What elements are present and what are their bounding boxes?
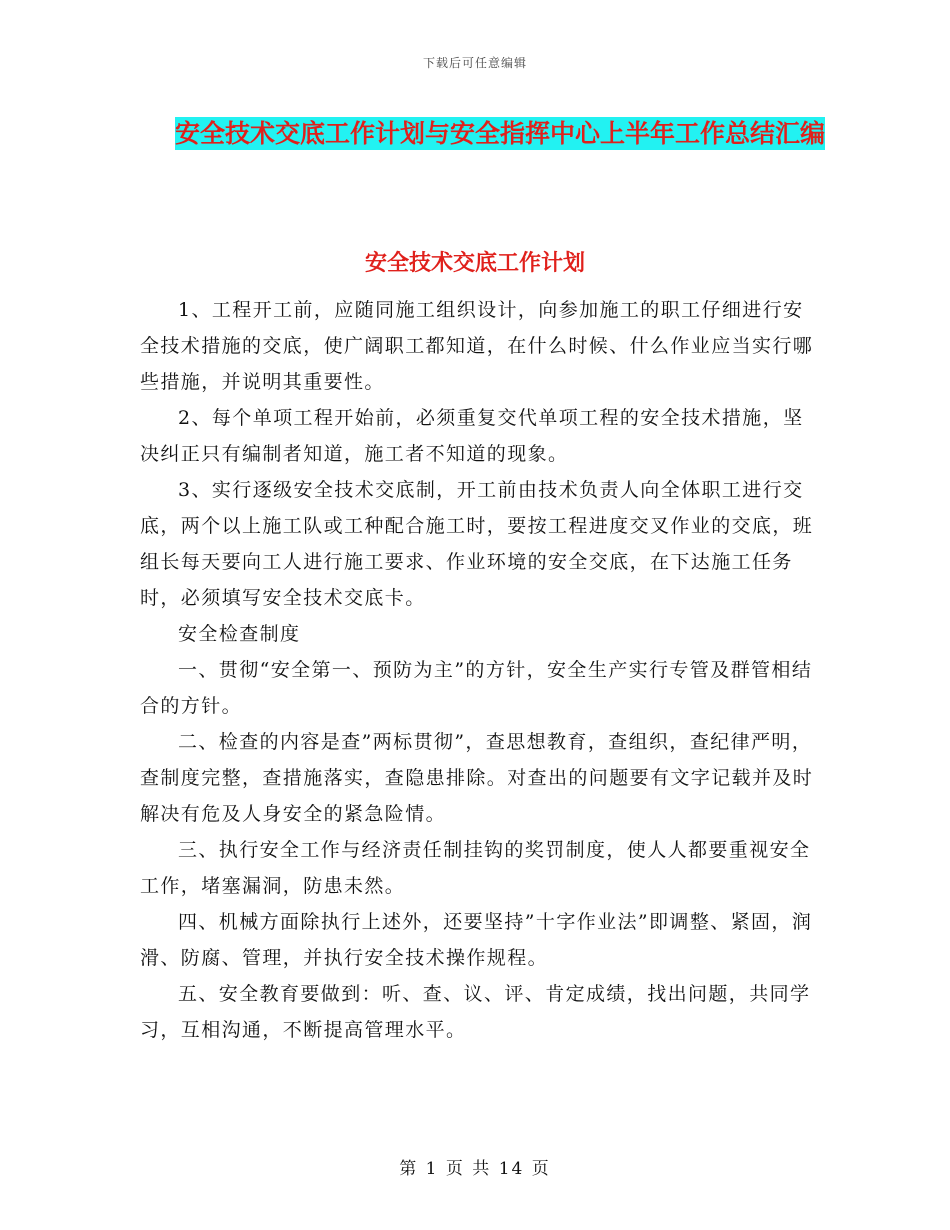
document-body [140, 292, 820, 1048]
page-number: 第 1 页 共 14 页 [399, 1159, 551, 1179]
paragraph: 3、实行逐级安全技术交底制，开工前由技术负责人向全体职工进行交底，两个以上施工队或工种配合施工时，要按工程进度交叉作业的交底，班组长每天要向工人进行施工要求、作业环境的安全交底，在下达施工任务时，必须填写安全技术交底卡。 [140, 479, 814, 609]
subheading: 安全检查制度 [178, 623, 301, 645]
document-title [140, 112, 860, 156]
section-title: 安全技术交底工作计划 [364, 251, 585, 276]
paragraph: 三、执行安全工作与经济责任制挂钩的奖罚制度，使人人都要重视安全工作，堵塞漏洞，防患未然。 [140, 839, 811, 897]
paragraph: 二、检查的内容是查”两标贯彻”，查思想教育，查组织，查纪律严明，查制度完整，查措施落实，查隐患排除。对查出的问题要有文字记载并及时解决有危及人身安全的紧急险情。 [140, 731, 814, 825]
header-note: 下载后可任意编辑 [422, 56, 527, 70]
paragraph: 四、机械方面除执行上述外，还要坚持”十字作业法”即调整、紧固，润滑、防腐、管理，并执行安全技术操作规程。 [140, 911, 813, 969]
paragraph: 2、每个单项工程开始前，必须重复交代单项工程的安全技术措施，坚决纠正只有编制者知道，施工者不知道的现象。 [140, 407, 804, 465]
paragraph: 1、工程开工前，应随同施工组织设计，向参加施工的职工仔细进行安全技术措施的交底，使广阔职工都知道，在什么时候、什么作业应当实行哪些措施，并说明其重要性。 [140, 299, 814, 393]
document-title-text: 安全技术交底工作计划与安全指挥中心上半年工作总结汇编 [174, 119, 825, 148]
paragraph: 五、安全教育要做到：听、查、议、评、肯定成绩，找出问题，共同学习，互相沟通，不断提高管理水平。 [140, 983, 811, 1041]
paragraph: 一、贯彻“安全第一、预防为主”的方针，安全生产实行专管及群管相结合的方针。 [140, 659, 813, 717]
